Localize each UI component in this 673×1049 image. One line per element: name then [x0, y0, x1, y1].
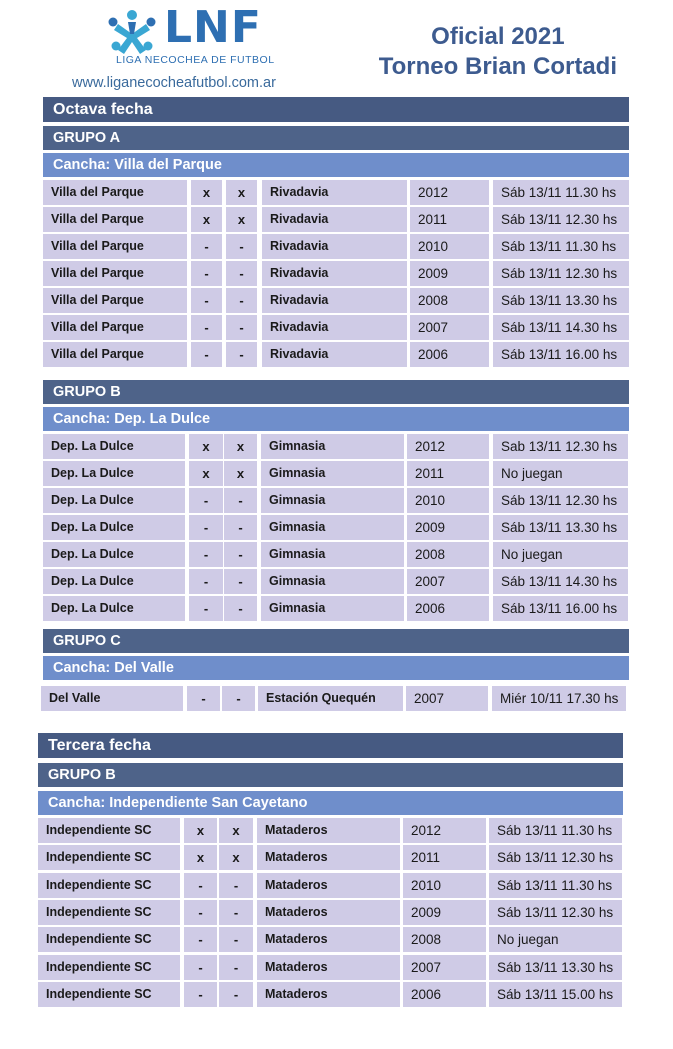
away-team: Mataderos [257, 818, 400, 843]
home-score: - [187, 686, 220, 711]
away-score: - [224, 569, 257, 594]
away-team: Rivadavia [262, 315, 407, 340]
logo-subtitle: LIGA NECOCHEA DE FUTBOL [116, 54, 275, 66]
away-score: x [226, 180, 257, 205]
home-team: Independiente SC [38, 900, 180, 925]
schedule: Sáb 13/11 12.30 hs [493, 261, 629, 286]
away-score: - [219, 873, 253, 898]
home-score: - [189, 542, 223, 567]
home-team: Independiente SC [38, 927, 180, 952]
away-score: - [224, 488, 257, 513]
home-score: - [184, 982, 217, 1007]
away-score: - [219, 927, 253, 952]
home-score: - [184, 927, 217, 952]
logo-text: LNF [164, 2, 262, 53]
category: 2009 [410, 261, 489, 286]
schedule: No juegan [489, 927, 622, 952]
away-score: - [226, 261, 257, 286]
category: 2006 [403, 982, 486, 1007]
players-logo-icon [104, 8, 160, 56]
schedule: Sáb 13/11 11.30 hs [493, 234, 629, 259]
home-score: - [184, 900, 217, 925]
away-team: Rivadavia [262, 180, 407, 205]
away-score: - [226, 234, 257, 259]
schedule: Sáb 13/11 11.30 hs [489, 873, 622, 898]
schedule: Miér 10/11 17.30 hs [492, 686, 626, 711]
match-row [0, 596, 673, 621]
away-team: Mataderos [257, 900, 400, 925]
away-team: Gimnasia [261, 596, 404, 621]
schedule: Sab 13/11 12.30 hs [493, 434, 628, 459]
away-score: - [222, 686, 255, 711]
category: 2008 [410, 288, 489, 313]
schedule: Sáb 13/11 13.30 hs [489, 955, 622, 980]
home-team: Independiente SC [38, 873, 180, 898]
fecha-header: Octava fecha [43, 97, 629, 122]
venue-header: Cancha: Del Valle [43, 656, 629, 680]
category: 2011 [407, 461, 489, 486]
home-score: x [191, 207, 222, 232]
match-row [0, 845, 673, 870]
schedule: Sáb 13/11 12.30 hs [493, 207, 629, 232]
match-row [0, 315, 673, 340]
venue-header: Cancha: Dep. La Dulce [43, 407, 629, 431]
home-team: Dep. La Dulce [43, 596, 185, 621]
category: 2007 [403, 955, 486, 980]
category: 2009 [407, 515, 489, 540]
home-team: Independiente SC [38, 818, 180, 843]
away-team: Mataderos [257, 845, 400, 870]
home-score: - [184, 873, 217, 898]
category: 2006 [407, 596, 489, 621]
home-team: Independiente SC [38, 845, 180, 870]
home-team: Villa del Parque [43, 180, 187, 205]
category: 2006 [410, 342, 489, 367]
away-team: Gimnasia [261, 434, 404, 459]
schedule: No juegan [493, 461, 628, 486]
home-team: Villa del Parque [43, 315, 187, 340]
schedule: Sáb 13/11 11.30 hs [489, 818, 622, 843]
match-row [0, 955, 673, 980]
category: 2010 [403, 873, 486, 898]
category: 2007 [407, 569, 489, 594]
schedule: Sáb 13/11 14.30 hs [493, 569, 628, 594]
home-team: Independiente SC [38, 955, 180, 980]
away-score: x [226, 207, 257, 232]
home-team: Independiente SC [38, 982, 180, 1007]
schedule: Sáb 13/11 11.30 hs [493, 180, 629, 205]
away-team: Gimnasia [261, 488, 404, 513]
category: 2007 [410, 315, 489, 340]
match-row [0, 261, 673, 286]
home-team: Del Valle [41, 686, 183, 711]
away-score: - [224, 542, 257, 567]
away-team: Gimnasia [261, 461, 404, 486]
fecha-header: Tercera fecha [38, 733, 623, 758]
match-row [0, 927, 673, 952]
group-header: GRUPO C [43, 629, 629, 653]
lnf-logo [100, 2, 280, 68]
home-score: - [191, 342, 222, 367]
home-score: x [189, 434, 223, 459]
title-line-2: Torneo Brian Cortadi [378, 53, 617, 80]
away-score: - [226, 315, 257, 340]
away-score: - [224, 596, 257, 621]
match-row [0, 488, 673, 513]
away-team: Mataderos [257, 955, 400, 980]
match-row [0, 982, 673, 1007]
schedule: Sáb 13/11 16.00 hs [493, 342, 629, 367]
home-team: Dep. La Dulce [43, 434, 185, 459]
match-row [0, 569, 673, 594]
home-score: - [184, 955, 217, 980]
home-score: x [184, 845, 217, 870]
home-team: Villa del Parque [43, 261, 187, 286]
home-team: Villa del Parque [43, 234, 187, 259]
match-row [0, 818, 673, 843]
home-score: x [191, 180, 222, 205]
away-score: - [226, 288, 257, 313]
away-team: Mataderos [257, 927, 400, 952]
category: 2008 [407, 542, 489, 567]
schedule: Sáb 13/11 13.30 hs [493, 288, 629, 313]
away-score: - [219, 900, 253, 925]
title-line-1: Oficial 2021 [431, 23, 565, 50]
away-team: Gimnasia [261, 542, 404, 567]
schedule: Sáb 13/11 12.30 hs [489, 900, 622, 925]
home-score: - [189, 596, 223, 621]
group-header: GRUPO B [43, 380, 629, 404]
away-score: x [219, 818, 253, 843]
away-score: x [224, 461, 257, 486]
category: 2012 [410, 180, 489, 205]
home-team: Dep. La Dulce [43, 542, 185, 567]
home-score: x [189, 461, 223, 486]
match-row [0, 234, 673, 259]
match-row [0, 180, 673, 205]
home-team: Dep. La Dulce [43, 461, 185, 486]
category: 2012 [407, 434, 489, 459]
away-team: Rivadavia [262, 261, 407, 286]
category: 2010 [410, 234, 489, 259]
home-score: - [191, 288, 222, 313]
match-row [0, 542, 673, 567]
category: 2010 [407, 488, 489, 513]
page-title [379, 22, 617, 82]
schedule: Sáb 13/11 15.00 hs [489, 982, 622, 1007]
category: 2011 [403, 845, 486, 870]
match-row [0, 515, 673, 540]
away-team: Mataderos [257, 873, 400, 898]
away-team: Gimnasia [261, 515, 404, 540]
away-team: Rivadavia [262, 207, 407, 232]
match-row [0, 434, 673, 459]
match-row [0, 900, 673, 925]
home-team: Villa del Parque [43, 342, 187, 367]
home-team: Dep. La Dulce [43, 569, 185, 594]
schedule: Sáb 13/11 13.30 hs [493, 515, 628, 540]
home-score: - [189, 488, 223, 513]
home-team: Dep. La Dulce [43, 488, 185, 513]
home-score: - [191, 261, 222, 286]
away-score: - [219, 955, 253, 980]
home-team: Villa del Parque [43, 207, 187, 232]
home-score: - [189, 569, 223, 594]
away-score: - [226, 342, 257, 367]
category: 2009 [403, 900, 486, 925]
away-score: - [224, 515, 257, 540]
away-score: x [219, 845, 253, 870]
home-score: - [191, 315, 222, 340]
away-score: - [219, 982, 253, 1007]
away-team: Rivadavia [262, 342, 407, 367]
away-team: Rivadavia [262, 288, 407, 313]
away-team: Gimnasia [261, 569, 404, 594]
match-row [0, 686, 673, 711]
home-score: - [191, 234, 222, 259]
group-header: GRUPO B [38, 763, 623, 787]
home-team: Dep. La Dulce [43, 515, 185, 540]
match-row [0, 342, 673, 367]
category: 2007 [406, 686, 488, 711]
website-link[interactable]: www.liganecocheafutbol.com.ar [72, 75, 276, 91]
match-row [0, 873, 673, 898]
schedule: Sáb 13/11 14.30 hs [493, 315, 629, 340]
schedule: Sáb 13/11 16.00 hs [493, 596, 628, 621]
schedule: Sáb 13/11 12.30 hs [489, 845, 622, 870]
schedule: No juegan [493, 542, 628, 567]
page-header [0, 0, 673, 96]
group-header: GRUPO A [43, 126, 629, 150]
category: 2012 [403, 818, 486, 843]
match-row [0, 207, 673, 232]
away-score: x [224, 434, 257, 459]
away-team: Estación Quequén [258, 686, 403, 711]
match-row [0, 288, 673, 313]
schedule: Sáb 13/11 12.30 hs [493, 488, 628, 513]
away-team: Mataderos [257, 982, 400, 1007]
venue-header: Cancha: Independiente San Cayetano [38, 791, 623, 815]
category: 2011 [410, 207, 489, 232]
venue-header: Cancha: Villa del Parque [43, 153, 629, 177]
home-team: Villa del Parque [43, 288, 187, 313]
away-team: Rivadavia [262, 234, 407, 259]
home-score: x [184, 818, 217, 843]
home-score: - [189, 515, 223, 540]
match-row [0, 461, 673, 486]
category: 2008 [403, 927, 486, 952]
